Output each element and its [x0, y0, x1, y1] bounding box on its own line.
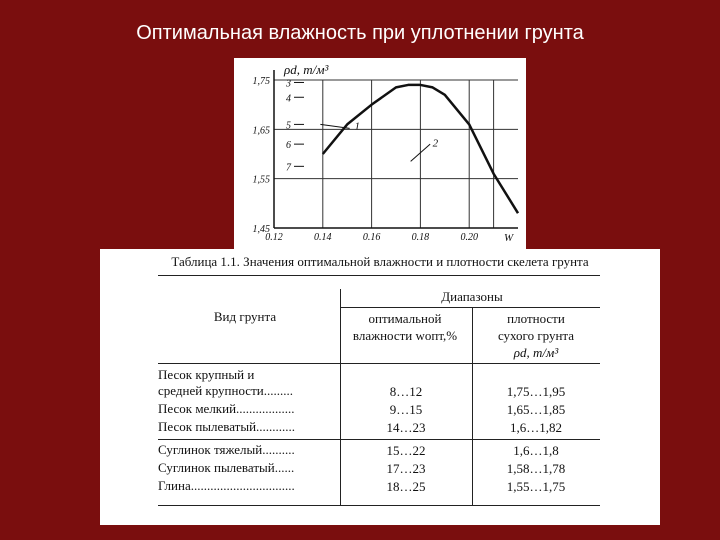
table-top-rule: [158, 275, 600, 276]
moisture-table: [100, 249, 660, 525]
curve-label-2: 2: [432, 137, 439, 150]
header-ranges-rule: [340, 307, 600, 308]
table-group-rule: [158, 439, 600, 440]
table-row-density: 1,58…1,78: [506, 461, 566, 476]
x-tick-label: 0.14: [314, 232, 332, 243]
header-moisture-line1: оптимальной: [368, 311, 442, 326]
side-scale-label: 5: [286, 120, 291, 132]
chart-labels: [283, 62, 514, 244]
header-density-line2: сухого грунта: [497, 328, 575, 343]
curve-label-1: 1: [354, 120, 361, 133]
table-row-density: 1,6…1,82: [510, 420, 562, 435]
table-row-density: 1,6…1,8: [513, 443, 559, 458]
x-axis-label: W: [504, 232, 514, 244]
x-tick-label: 0.18: [411, 232, 430, 243]
side-scale-label: 7: [286, 162, 291, 174]
table-row-density: 1,55…1,75: [506, 479, 566, 494]
table-bottom-rule: [158, 505, 600, 506]
header-density-line3: ρd, т/м³: [513, 345, 559, 360]
side-scale-label: 3: [286, 78, 291, 90]
table-row-moisture: 15…22: [386, 443, 426, 458]
table-row-moisture: 14…23: [386, 420, 426, 435]
y-tick-label: 1,55: [252, 174, 270, 186]
header-bottom-rule: [158, 363, 600, 364]
table-row-moisture: 9…15: [389, 402, 423, 417]
side-scale-label: 6: [286, 140, 291, 152]
row-name-line2: средней крупности.........: [158, 383, 293, 398]
header-soil-type: Вид грунта: [213, 309, 277, 324]
compaction-chart: [234, 58, 526, 250]
row-name-line1: Песок крупный и: [158, 367, 255, 382]
table-row-name: Суглинок пылеватый......: [158, 460, 295, 475]
y-tick-label: 1,65: [252, 125, 270, 137]
table-row-moisture: 8…12: [389, 384, 423, 399]
chart-svg: [234, 58, 526, 250]
side-scale-label: 4: [286, 93, 291, 105]
table-row-name: Песок мелкий..................: [158, 401, 295, 416]
x-tick-label: 0.16: [362, 232, 381, 243]
x-tick-label: 0.20: [460, 232, 478, 243]
header-density-line1: плотности: [507, 311, 565, 326]
table-caption: Таблица 1.1. Значения оптимальной влажности и плотности скелета грунта: [171, 254, 589, 269]
table-row-density: 1,65…1,85: [506, 402, 566, 417]
table-row-density: 1,75…1,95: [506, 384, 566, 399]
header-moisture-line2: влажности wопт,%: [352, 328, 458, 343]
table-row-moisture: 17…23: [386, 461, 426, 476]
x-tick-label: 0.12: [265, 232, 283, 243]
table-row-name: Глина................................: [158, 478, 295, 493]
table-row-name: Суглинок тяжелый..........: [158, 442, 295, 457]
table-row-name: [158, 367, 293, 399]
y-axis-label: ρd, т/м³: [284, 62, 329, 77]
chart-grid: [274, 80, 518, 228]
table-row-name: Песок пылеватый............: [158, 419, 296, 434]
slide-title: Оптимальная влажность при уплотнении грунта: [136, 22, 584, 44]
table-row-moisture: 18…25: [386, 479, 426, 494]
y-tick-label: 1,45: [252, 224, 270, 235]
header-ranges: Диапазоны: [441, 289, 503, 304]
y-tick-label: 1,75: [252, 76, 270, 87]
